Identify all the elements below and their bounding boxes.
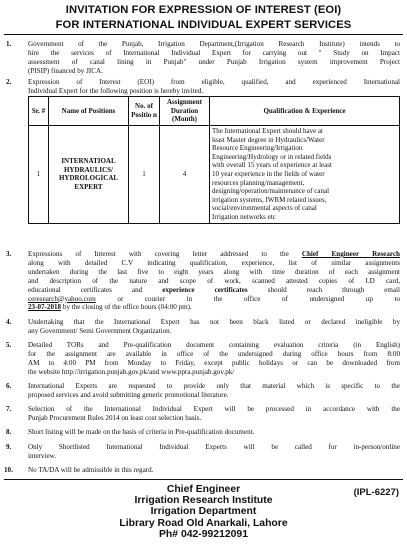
signatory-department: Irrigation Department <box>150 506 257 518</box>
position-name-line: HYDRAULICS/ <box>63 165 113 174</box>
signature-block <box>0 484 407 540</box>
text-segment: educational certificates and <box>28 285 143 294</box>
header-duration: Assignment Duration (Month) <box>160 97 210 126</box>
text-line: Only Shortlisted International Individual Experts will be called for in-person/online <box>28 443 400 451</box>
qualification-line: designing/operation/maintenance of canal <box>212 187 330 196</box>
item-number: 10. <box>4 466 13 474</box>
text-line: hire the services of International Individual Expert for carrying out " Study on Impact <box>28 48 400 57</box>
item-number: 3. <box>6 250 12 258</box>
header-position: Name of Positions <box>49 97 129 126</box>
item-text <box>28 382 400 400</box>
heading-line-2: FOR INTERNATIONAL INDIVIDUAL EXPERT SERVICES <box>55 19 352 31</box>
cell-qualification <box>210 126 400 224</box>
qualification-line: resources planning/management, <box>212 178 305 187</box>
text-line: International Experts are requested to provide only that material which is specific to the <box>28 382 400 390</box>
text-line: proposed services and avoid submitting generic promotional literature. <box>28 390 229 399</box>
text-line: Individual Expert for the following position is hereby invited. <box>28 86 204 95</box>
text-line <box>28 286 400 295</box>
footer-rule <box>4 479 403 480</box>
item-text <box>28 443 400 461</box>
item-text <box>28 428 400 437</box>
text-line: any Government/ Semi Government Organization. <box>28 326 172 335</box>
signatory-address: Library Road Old Anarkali, Lahore <box>119 517 288 529</box>
reference-code: (IPL-6227) <box>353 487 399 498</box>
item-number: 4. <box>6 318 12 326</box>
qualification-line: with overall 15 years of experience at least <box>212 161 332 170</box>
item-text <box>28 40 400 76</box>
position-name-line: EXPERT <box>74 182 103 191</box>
item-number: 9. <box>6 443 12 451</box>
text-segment: or courier in the office of undersigned up to <box>117 294 400 303</box>
item-text <box>28 318 400 336</box>
text-line: along with detailed C.V indicating qualification, experience, list of similar assignments <box>28 258 400 267</box>
text-line: Punjab Procurement Rules 2014 on least cost selection basis. <box>28 413 202 422</box>
qualification-line: social/environmental aspects of canal <box>212 204 317 213</box>
item-text <box>28 341 400 377</box>
position-name-line: HYDROLOGICAL <box>58 174 119 183</box>
text-segment: by the closing of the office hours (04:00 pm). <box>62 303 192 312</box>
heading-rule <box>4 34 403 35</box>
text-line: (PISIP) financed by JICA. <box>28 66 103 75</box>
signatory-phone: Ph# 042-99212091 <box>159 528 248 540</box>
item-number: 7. <box>6 405 12 413</box>
qualification-line: irrigation systems, IWRM related issues, <box>212 195 327 204</box>
deadline-date: 23-07-2018 <box>28 303 62 312</box>
text-line: assessment of canal lining in Punjab" under Punjab Irrigation system improvement Project <box>28 57 400 66</box>
qualification-line: 10 year experience in the fields of water <box>212 169 325 178</box>
header-qualification: Qualification & Experience <box>210 97 400 126</box>
text-line <box>28 303 400 312</box>
text-line: interview. <box>28 451 57 460</box>
qualification-line: Engineering/Hydrology or in related fields <box>212 152 332 161</box>
header-count: No. of Positio n <box>129 97 160 126</box>
text-line: No TA/DA will be admissible in this regard. <box>28 466 154 474</box>
item-number: 5. <box>6 341 12 349</box>
text-line: and description of the nature and scope of work, scanned attested copies of I.D card, <box>28 276 400 285</box>
text-line <box>28 295 400 304</box>
text-segment: Expressions of Interest with covering letter addressed to the <box>28 250 289 258</box>
text-line: for the assignment are available in office of the undersigned during office hours from 8:00 <box>28 349 400 358</box>
table-header-row <box>29 97 400 126</box>
item-text <box>28 78 400 96</box>
email-link[interactable]: ceresearch@yahoo.com <box>28 294 96 303</box>
text-line: Undertaking that the International Expert has not been black listed or declared ineligible by <box>28 318 400 326</box>
text-line: Expression of Interest (EOI) from eligible, qualified, and experienced International <box>28 78 400 86</box>
item-text <box>28 250 400 312</box>
positions-table <box>28 96 400 224</box>
qualification-line: The International Expert should have at <box>212 127 323 135</box>
qualification-line: least Master degree in Hydraulics/Water <box>212 135 325 144</box>
addressee: Chief Engineer Research <box>301 250 400 258</box>
signatory-office: Irrigation Research Institute <box>134 495 273 507</box>
cell-position <box>49 126 129 224</box>
text-line: Selection of the International Individual Expert will be processed in accordance with the <box>28 405 400 413</box>
text-line: undertaken during the last five to eight years along with time duration of each assignment <box>28 267 400 276</box>
text-segment: should reach through email <box>267 285 400 294</box>
table-row <box>29 126 400 224</box>
heading-line-1: INVITATION FOR EXPRESSION OF INTEREST (EOI) <box>65 4 342 16</box>
item-number: 8. <box>6 428 12 436</box>
text-line: Detailed TORs and Pre-qualification document containing evaluation criteria (in English) <box>28 341 400 349</box>
cell-duration: 4 <box>160 126 210 224</box>
position-name-line: INTERNATIOAL <box>61 157 116 166</box>
text-line: AM to 4:00 PM from Monday to Friday, except public holidays or can be downloaded from <box>28 358 400 367</box>
text-line <box>28 250 400 259</box>
header-sr: Sr. # <box>29 97 49 126</box>
qualification-line: Resource Engineering/Irrigation <box>212 144 303 153</box>
item-number: 1. <box>6 40 12 48</box>
text-line: Short listing will be made on the basis of criteria in Pre-qualification document. <box>28 428 255 436</box>
item-text <box>28 466 400 475</box>
bold-phrase: experience certificates <box>162 285 248 294</box>
text-line: Government of the Punjab, Irrigation Department,(Irrigation Research Institute) intends to <box>28 40 400 48</box>
qualification-line: Irrigation networks etc <box>212 212 276 221</box>
item-number: 6. <box>6 382 12 390</box>
signatory-title: Chief Engineer <box>166 484 241 495</box>
cell-sr: 1 <box>29 126 49 224</box>
text-line: the website http://irrigation.punjab.gov.pk/and www.ppra.punjab.gov.pk/ <box>28 367 235 376</box>
cell-count: 1 <box>129 126 160 224</box>
item-text <box>28 405 400 423</box>
item-number: 2. <box>6 78 12 86</box>
